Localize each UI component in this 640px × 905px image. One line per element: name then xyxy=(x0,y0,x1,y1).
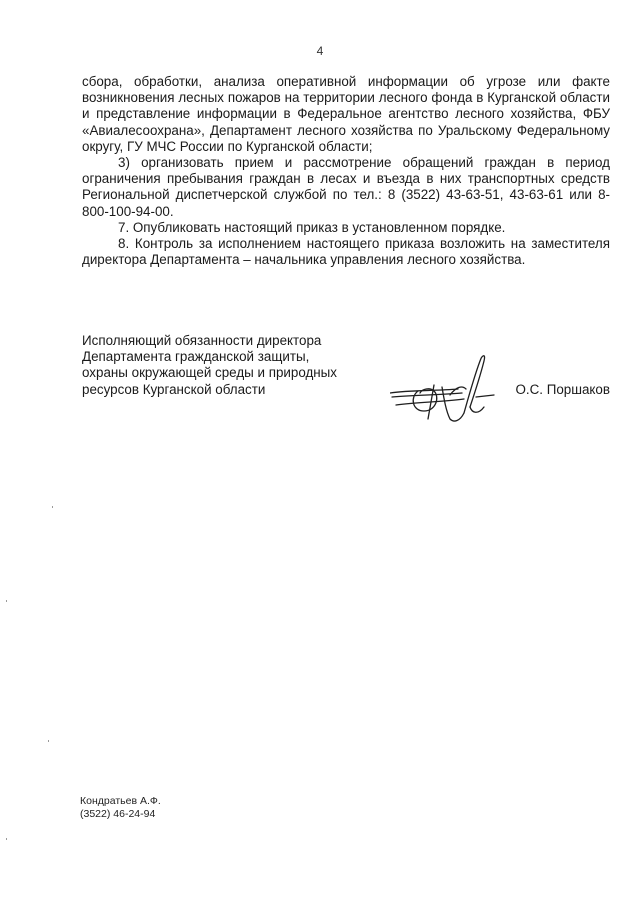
page-number: 4 xyxy=(316,44,324,58)
signatory-title xyxy=(82,333,337,398)
scan-speck xyxy=(6,600,7,602)
signature-block xyxy=(82,333,612,423)
paragraph-continuation: сбора, обработки, анализа оперативной информации об угрозе или факте возникновения лесных пожаров на территории лесного фонда в Курганской области и представление информации в Федеральное агентство лесного хозяйства, ФБУ «Авиалесоохрана», Департамент лесного хозяйства по Уральскому Федеральному округу, ГУ МЧС России по Курганской области; xyxy=(82,74,610,154)
signatory-title-line: Департамента гражданской защиты, xyxy=(82,349,310,365)
signatory-title-line: Исполняющий обязанности директора xyxy=(82,333,322,348)
signatory-title-line: ресурсов Курганской области xyxy=(82,381,266,397)
signatory-name: О.С. Поршаков xyxy=(515,382,610,397)
signatory-title-line: охраны окружающей среды и природных xyxy=(82,365,337,381)
executor-name: Кондратьев А.Ф. xyxy=(80,795,161,807)
executor-footer xyxy=(80,795,161,821)
paragraph-item-3: 3) организовать прием и рассмотрение обращений граждан в период ограничения пребывания граждан в лесах и въезда в них транспортных средств Региональной диспетчерской службой по тел.: 8 (3522) 43-63-51, 43-63-61 или 8-800-100-94-00. xyxy=(82,155,610,219)
body-text xyxy=(82,74,610,268)
scan-speck xyxy=(52,506,53,508)
scan-speck xyxy=(48,740,49,742)
paragraph-item-7: 7. Опубликовать настоящий приказ в установленном порядке. xyxy=(118,219,506,235)
scan-speck xyxy=(6,838,7,840)
paragraph-item-8: 8. Контроль за исполнением настоящего приказа возложить на заместителя директора Департамента – начальника управления лесного хозяйства. xyxy=(82,236,610,268)
executor-phone: (3522) 46-24-94 xyxy=(80,808,156,820)
handwritten-signature xyxy=(390,347,510,427)
